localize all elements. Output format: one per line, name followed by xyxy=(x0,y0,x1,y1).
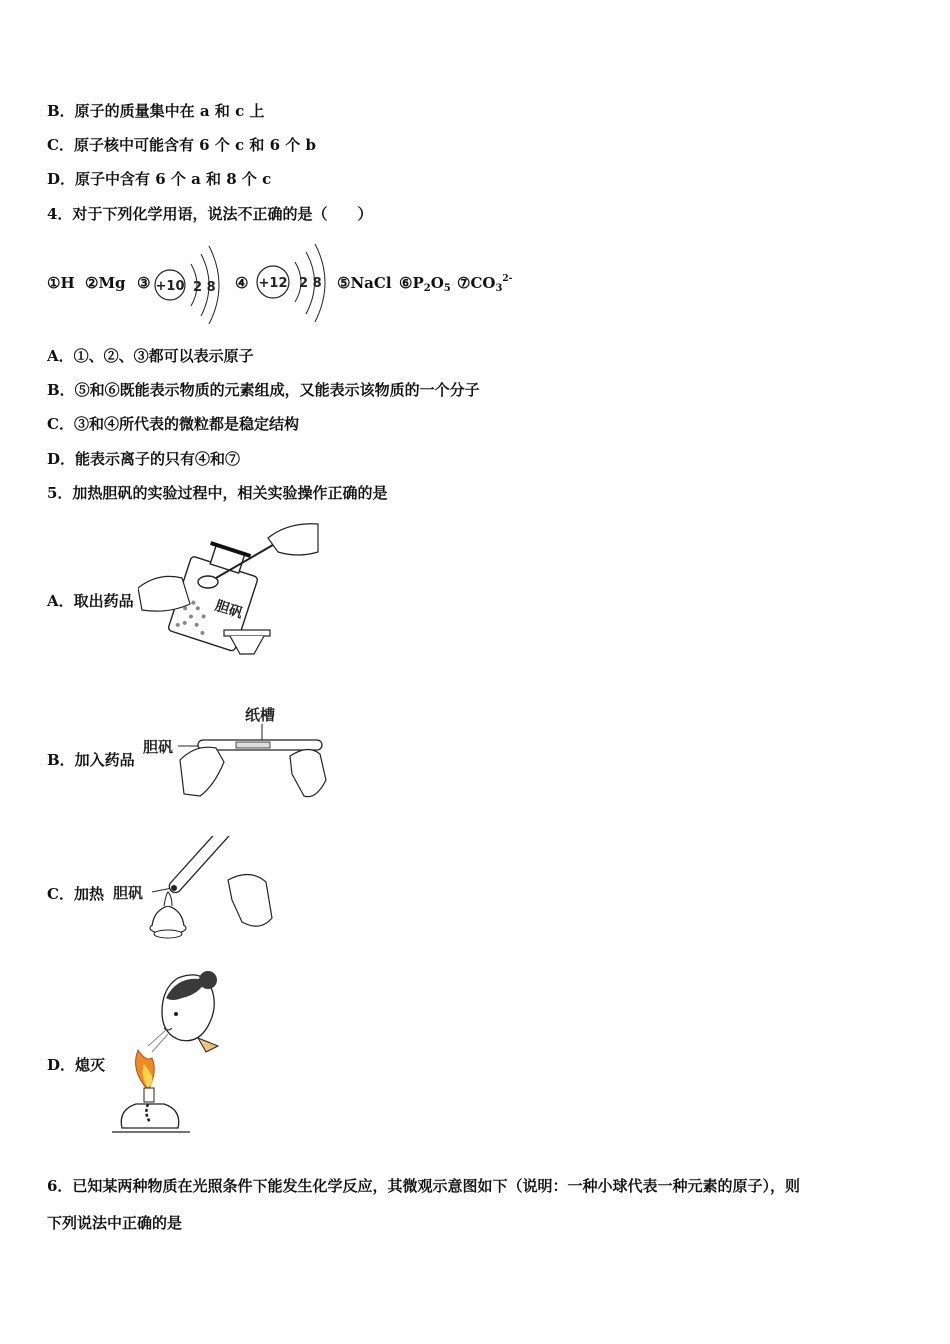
q4-option-b: B．⑤和⑥既能表示物质的元素组成，又能表示该物质的一个分子 xyxy=(47,381,480,399)
q4-stem: 4．对于下列化学用语，说法不正确的是（ ） xyxy=(47,205,373,223)
formula-p2o5-sub2: 5 xyxy=(443,283,451,294)
q3-option-c: C．原子核中可能含有 6 个 c 和 6 个 b xyxy=(47,136,316,154)
q3-option-d: D．原子中含有 6 个 a 和 8 个 c xyxy=(47,170,272,188)
electron-shells-10: 2 8 xyxy=(193,280,216,295)
q4-formula-row xyxy=(47,244,567,326)
formula-co3-sub: 3 xyxy=(495,283,503,294)
formula-p2o5-sub1: 2 xyxy=(423,283,431,294)
atom-structure-diagram-12 xyxy=(253,244,333,326)
formula-p2o5-o: O xyxy=(430,274,444,292)
sample-label-b: 胆矾 xyxy=(143,738,174,756)
q5-option-a: A．取出药品 xyxy=(47,592,134,610)
trough-label: 纸槽 xyxy=(245,706,276,724)
q4-option-d: D．能表示离子的只有④和⑦ xyxy=(47,450,241,468)
formula-co3-charge: 2- xyxy=(502,274,513,284)
q5-stem: 5．加热胆矾的实验过程中，相关实验操作正确的是 xyxy=(47,484,388,502)
q5-option-c: C．加热 xyxy=(47,885,104,903)
bottle-label-text: 胆矾 xyxy=(213,598,245,622)
take-medicine-illustration xyxy=(138,518,323,658)
q5-option-d: D．熄灭 xyxy=(47,1056,106,1074)
formula-co3-co: ⑦CO xyxy=(457,274,496,292)
q4-option-c: C．③和④所代表的微粒都是稳定结构 xyxy=(47,415,299,433)
nucleus-charge-10: +10 xyxy=(155,279,185,294)
formula-mg: ②Mg xyxy=(85,274,126,292)
q3-option-b: B．原子的质量集中在 a 和 c 上 xyxy=(47,102,265,120)
q6-stem-line2: 下列说法中正确的是 xyxy=(47,1214,183,1232)
sample-label-c: 胆矾 xyxy=(113,884,144,902)
formula-3-label: ③ xyxy=(137,274,151,292)
formula-h: ①H xyxy=(47,274,75,292)
nucleus-charge-12: +12 xyxy=(258,276,288,291)
heating-illustration xyxy=(110,836,280,942)
atom-structure-diagram-10 xyxy=(151,244,226,326)
q6-stem-line1: 6．已知某两种物质在光照条件下能发生化学反应，其微观示意图如下（说明：一种小球代表一种元素的原子），则 xyxy=(47,1177,800,1195)
q5-option-b: B．加入药品 xyxy=(47,751,135,769)
formula-p2o5-p: ⑥P xyxy=(399,274,424,292)
add-medicine-illustration xyxy=(140,700,330,802)
formula-co3-ion xyxy=(457,274,512,294)
formula-4-label: ④ xyxy=(235,274,249,292)
formula-p2o5 xyxy=(399,274,451,294)
formula-nacl: ⑤NaCl xyxy=(337,274,392,292)
q4-option-a: A．①、②、③都可以表示原子 xyxy=(47,347,254,365)
electron-shells-12: 2 8 xyxy=(299,276,322,291)
extinguish-illustration xyxy=(108,968,228,1136)
